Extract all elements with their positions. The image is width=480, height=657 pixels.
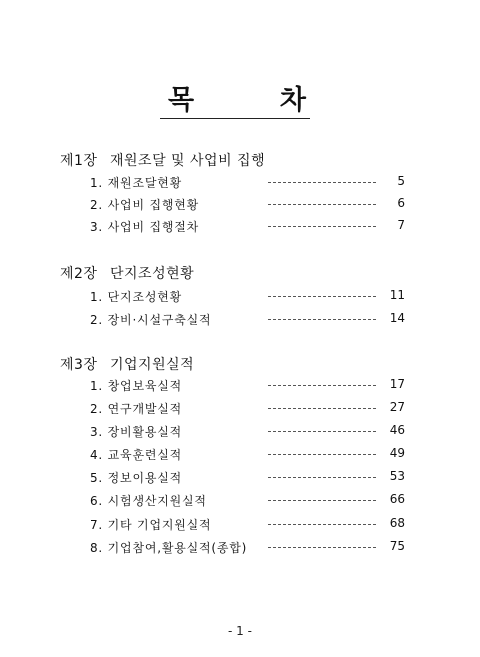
chapter-3-heading	[60, 354, 194, 374]
toc-entry-page: 53	[389, 469, 405, 483]
leader-dashes	[268, 477, 376, 478]
title-char-1: 목	[168, 85, 195, 116]
toc-entry-label: 6. 시험생산지원실적	[90, 494, 207, 508]
toc-entry-label: 5. 정보이용실적	[90, 471, 183, 485]
toc-entry-label: 1. 재원조달현황	[90, 176, 183, 190]
toc-entry[interactable]	[0, 218, 480, 236]
leader-dashes	[268, 431, 376, 432]
toc-entry-label: 1. 단지조성현황	[90, 290, 183, 304]
toc-entry-page: 66	[389, 492, 405, 506]
leader-dashes	[268, 182, 376, 183]
chapter-number: 제1장	[60, 153, 98, 169]
leader-dashes	[268, 296, 376, 297]
page-number-footer: - 1 -	[228, 624, 252, 638]
chapter-2-heading	[60, 263, 194, 283]
toc-entry[interactable]	[0, 423, 480, 441]
toc-entry[interactable]	[0, 377, 480, 395]
toc-entry-label: 2. 사업비 집행현황	[90, 198, 200, 212]
toc-entry-page: 27	[389, 400, 405, 414]
toc-entry-page: 68	[389, 516, 405, 530]
page-title	[160, 78, 310, 119]
toc-entry-label: 4. 교육훈련실적	[90, 448, 183, 462]
leader-dashes	[268, 500, 376, 501]
leader-dashes	[268, 547, 376, 548]
chapter-number: 제3장	[60, 357, 98, 373]
toc-entry-page: 7	[397, 218, 405, 232]
toc-entry[interactable]	[0, 516, 480, 534]
leader-dashes	[268, 226, 376, 227]
chapter-title: 기업지원실적	[110, 357, 195, 373]
chapter-number: 제2장	[60, 266, 98, 282]
toc-entry-page: 11	[389, 288, 405, 302]
toc-entry-page: 14	[389, 311, 405, 325]
toc-entry[interactable]	[0, 492, 480, 510]
chapter-title: 재원조달 및 사업비 집행	[110, 153, 266, 169]
toc-entry-label: 2. 연구개발실적	[90, 402, 183, 416]
toc-entry[interactable]	[0, 288, 480, 306]
toc-entry[interactable]	[0, 469, 480, 487]
leader-dashes	[268, 454, 376, 455]
toc-entry[interactable]	[0, 539, 480, 557]
toc-entry-page: 46	[389, 423, 405, 437]
toc-entry-page: 6	[397, 196, 405, 210]
toc-entry-label: 1. 창업보육실적	[90, 379, 183, 393]
leader-dashes	[268, 204, 376, 205]
title-char-2: 차	[279, 85, 306, 116]
toc-entry-label: 8. 기업참여,활용실적(종합)	[90, 541, 248, 555]
toc-entry-label: 7. 기타 기업지원실적	[90, 518, 212, 532]
toc-entry[interactable]	[0, 311, 480, 329]
toc-entry-page: 17	[389, 377, 405, 391]
chapter-1-heading	[60, 150, 265, 170]
leader-dashes	[268, 524, 376, 525]
toc-entry[interactable]	[0, 196, 480, 214]
leader-dashes	[268, 385, 376, 386]
toc-entry-page: 75	[389, 539, 405, 553]
toc-entry-page: 49	[389, 446, 405, 460]
leader-dashes	[268, 319, 376, 320]
toc-entry-label: 3. 사업비 집행절차	[90, 220, 200, 234]
toc-entry[interactable]	[0, 174, 480, 192]
chapter-title: 단지조성현황	[110, 266, 195, 282]
toc-entry-label: 2. 장비·시설구축실적	[90, 313, 212, 327]
toc-entry[interactable]	[0, 400, 480, 418]
leader-dashes	[268, 408, 376, 409]
toc-entry-label: 3. 장비활용실적	[90, 425, 183, 439]
toc-entry[interactable]	[0, 446, 480, 464]
toc-entry-page: 5	[397, 174, 405, 188]
